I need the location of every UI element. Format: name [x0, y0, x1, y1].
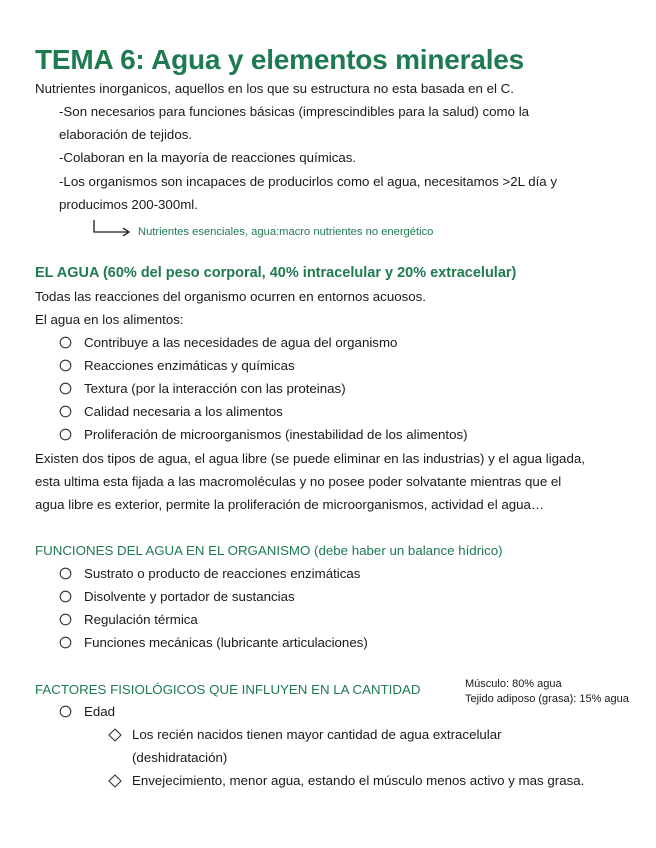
diamond-bullet-icon — [108, 774, 122, 788]
agua-paragraph-line: agua libre es exterior, permite la proliferación de microorganismos, actividad el agua… — [35, 497, 545, 512]
agua-paragraph-line: Existen dos tipos de agua, el agua libre (se puede eliminar en las industrias) y el agua ligada, — [35, 451, 585, 466]
page-title: TEMA 6: Agua y elementos minerales — [35, 44, 525, 75]
list-item: Textura (por la interacción con las proteinas) — [84, 381, 346, 396]
circle-bullet-icon — [59, 428, 72, 441]
agua-line: El agua en los alimentos: — [35, 312, 184, 327]
circle-bullet-icon — [59, 636, 72, 649]
circle-bullet-icon — [59, 567, 72, 580]
intro-line: -Los organismos son incapaces de producirlos como el agua, necesitamos >2L día y — [59, 174, 558, 189]
intro-line: -Son necesarios para funciones básicas (imprescindibles para la salud) como la — [59, 104, 530, 119]
list-item: Proliferación de microorganismos (inestabilidad de los alimentos) — [84, 427, 468, 442]
list-item: Contribuye a las necesidades de agua del organismo — [84, 335, 398, 350]
agua-paragraph-line: esta ultima esta fijada a las macromoléculas y no posee poder solvatante mientras que el — [35, 474, 562, 489]
circle-bullet-icon — [59, 336, 72, 349]
intro-line: elaboración de tejidos. — [59, 127, 193, 142]
intro-line: producimos 200-300ml. — [59, 197, 198, 212]
section-heading-funciones: FUNCIONES DEL AGUA EN EL ORGANISMO (debe haber un balance hídrico) — [35, 543, 503, 558]
circle-bullet-icon — [59, 382, 72, 395]
section-heading-factores: FACTORES FISIOLÓGICOS QUE INFLUYEN EN LA CANTIDAD — [35, 682, 421, 697]
sub-list-item: Envejecimiento, menor agua, estando el músculo menos activo y mas grasa. — [132, 773, 585, 788]
intro-note: Nutrientes esenciales, agua:macro nutrientes no energético — [138, 226, 434, 238]
agua-line: Todas las reacciones del organismo ocurren en entornos acuosos. — [35, 289, 427, 304]
list-item: Regulación térmica — [84, 612, 198, 627]
circle-bullet-icon — [59, 613, 72, 626]
circle-bullet-icon — [59, 405, 72, 418]
section-heading-agua: EL AGUA (60% del peso corporal, 40% intracelular y 20% extracelular) — [35, 265, 517, 281]
list-item: Reacciones enzimáticas y químicas — [84, 358, 295, 373]
list-item: Sustrato o producto de reacciones enzimáticas — [84, 566, 361, 581]
list-item: Disolvente y portador de sustancias — [84, 589, 295, 604]
list-item: Funciones mecánicas (lubricante articulaciones) — [84, 635, 368, 650]
intro-line: Nutrientes inorganicos, aquellos en los que su estructura no esta basada en el C. — [35, 81, 514, 96]
intro-line: -Colaboran en la mayoría de reacciones químicas. — [59, 150, 357, 165]
list-item: Calidad necesaria a los alimentos — [84, 404, 283, 419]
circle-bullet-icon — [59, 705, 72, 718]
side-note: Tejido adiposo (grasa): 15% agua — [465, 693, 629, 705]
diamond-bullet-icon — [108, 728, 122, 742]
sub-list-item: Los recién nacidos tienen mayor cantidad de agua extracelular — [132, 727, 502, 742]
sub-list-item-continuation: (deshidratación) — [132, 750, 228, 765]
circle-bullet-icon — [59, 359, 72, 372]
side-note: Músculo: 80% agua — [465, 678, 562, 690]
circle-bullet-icon — [59, 590, 72, 603]
corner-arrow-icon — [92, 219, 134, 239]
list-item: Edad — [84, 704, 116, 719]
